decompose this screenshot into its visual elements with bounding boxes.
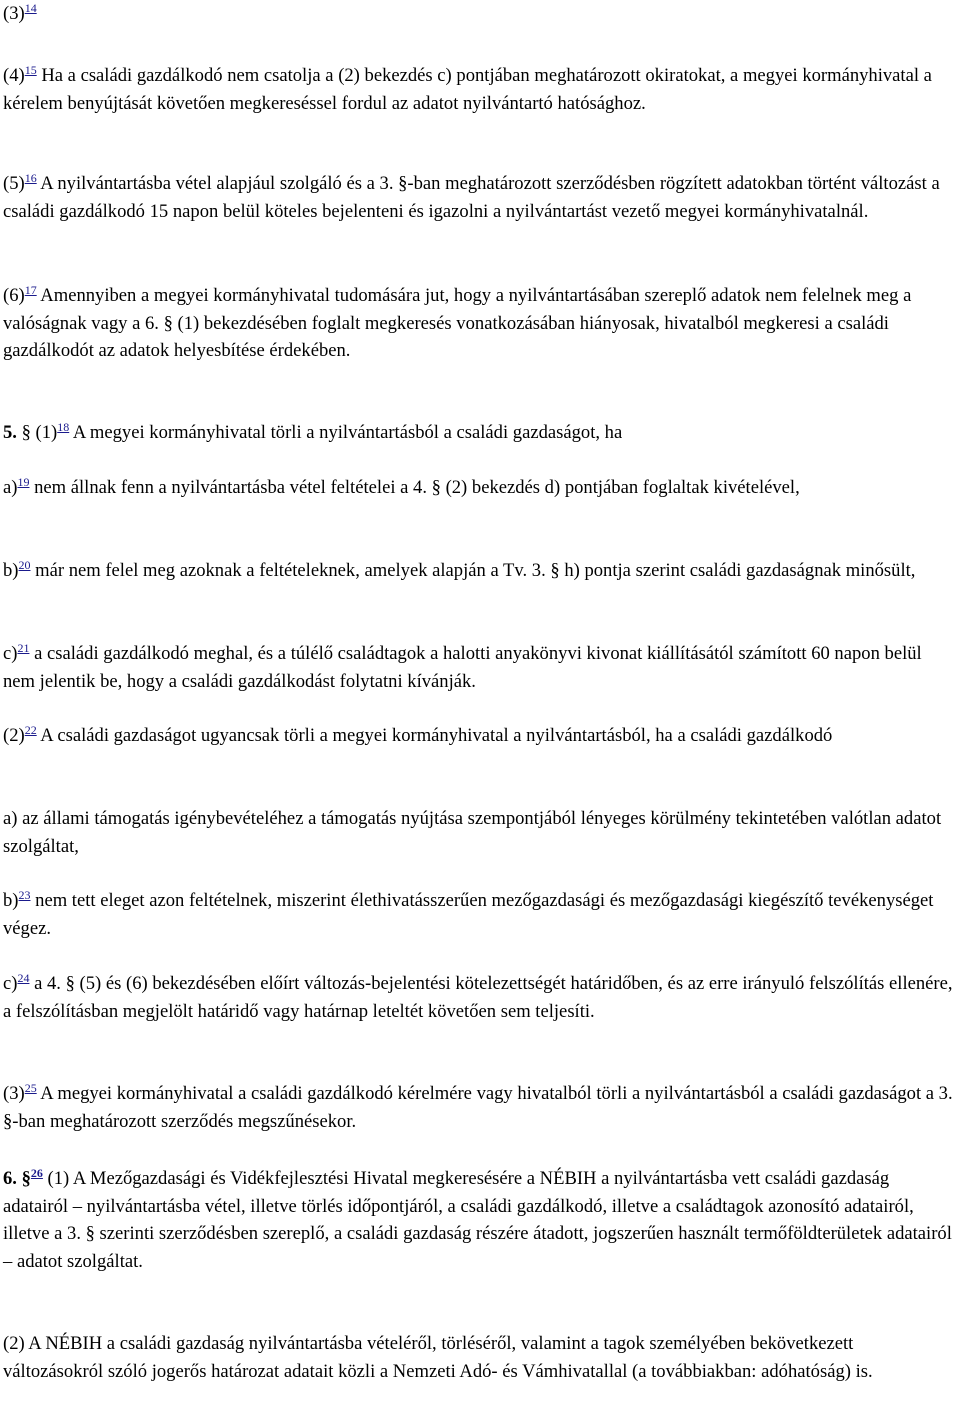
paragraph-text: A családi gazdaságot ugyancsak törli a megyei kormányhivatal a nyilvántartásból, ha a családi gazdálkodó [36, 725, 833, 746]
paragraph-text: már nem felel meg azoknak a feltételeknek, amelyek alapján a Tv. 3. § h) pontja szerint családi gazdaságnak minősült, [30, 560, 916, 581]
footnote-link[interactable]: 16 [24, 171, 37, 185]
paragraph-text: nem tett eleget azon feltételnek, miszerint élethivatásszerűen mezőgazdasági és mezőgazdasági kiegészítő tevékenységet végez. [3, 890, 934, 939]
footnote-link[interactable]: 25 [24, 1081, 37, 1095]
paragraph-text: A nyilvántartásba vétel alapjául szolgáló és a 3. §-ban meghatározott szerződésben rögzített adatokban történt változást a családi gazdálkodó 15 napon belül köteles bejelenteni és igazolni a nyilvántartást vezető megyei kormányhivatalnál. [3, 173, 940, 222]
footnote-link[interactable]: 19 [17, 475, 30, 489]
section-number: 5. [3, 422, 17, 443]
paragraph-text: nem állnak fenn a nyilvántartásba vétel feltételei a 4. § (2) bekezdés d) pontjában foglaltak kivételével, [29, 477, 800, 498]
paragraph-lead: (6) [3, 285, 25, 306]
paragraph-lead: (5) [3, 173, 25, 194]
paragraph-text: a) az állami támogatás igénybevételéhez a támogatás nyújtása szempontjából lényeges körülmény tekintetében valótlan adatot szolgáltat, [3, 808, 942, 857]
paragraph-text: A megyei kormányhivatal törli a nyilvántartásból a családi gazdaságot, ha [69, 422, 623, 443]
paragraph-lead: (3) [3, 1083, 25, 1104]
footnote-link[interactable]: 21 [17, 641, 30, 655]
footnote-link[interactable]: 22 [24, 723, 37, 737]
paragraph-lead: § [16, 1168, 31, 1189]
paragraph-text: Ha a családi gazdálkodó nem csatolja a (2) bekezdés c) pontjában meghatározott okiratokat, a megyei kormányhivatal a kérelem benyújtását követően megkereséssel fordul az adatot nyilvántartó hatósághoz. [3, 65, 932, 114]
paragraph-text: (2) A NÉBIH a családi gazdaság nyilvántartásba vételéről, törléséről, valamint a tagok személyében bekövetkezett változásokról szóló jogerős határozat adatait közli a Nemzeti Adó- és Vámhivatallal (a továbbiakban: adóhatóság) is. [3, 1333, 873, 1382]
footnote-link[interactable]: 15 [24, 63, 37, 77]
paragraph-4 [3, 62, 957, 117]
paragraph-text: Amennyiben a megyei kormányhivatal tudomására jut, hogy a nyilvántartásában szereplő adatok nem felelnek meg a valóságnak vagy a 6. § (1) bekezdésében foglalt megkeresés vonatkozásában hiányosak, hivatalból megkeresi a családi gazdálkodót az adatok helyesbítése érdekében. [3, 285, 912, 361]
section-5-paragraph-3 [3, 1080, 957, 1135]
paragraph-6 [3, 282, 957, 365]
footnote-link[interactable]: 23 [18, 888, 31, 902]
paragraph-lead: (3) [3, 3, 25, 24]
footnote-link[interactable]: 26 [30, 1166, 43, 1180]
paragraph-text: a családi gazdálkodó meghal, és a túlélő családtagok a halotti anyakönyvi kivonat kiállításától számított 60 napon belül nem jelentik be, hogy a családi gazdálkodást folytatni kívánják. [3, 643, 922, 692]
paragraph-lead: (4) [3, 65, 25, 86]
section-6-paragraph-2 [3, 1330, 957, 1385]
section-5-point-a [3, 474, 957, 502]
paragraph-lead: b) [3, 890, 19, 911]
paragraph-lead: c) [3, 643, 18, 664]
section-5-paragraph-2-point-a [3, 805, 957, 860]
footnote-link[interactable]: 18 [57, 420, 70, 434]
section-5-paragraph-2-point-c [3, 970, 957, 1025]
footnote-link[interactable]: 14 [24, 1, 37, 15]
paragraph-3 [3, 0, 957, 28]
paragraph-lead: (2) [3, 725, 25, 746]
paragraph-lead: c) [3, 973, 18, 994]
paragraph-text: (1) A Mezőgazdasági és Vidékfejlesztési Hivatal megkeresésére a NÉBIH a nyilvántartásba vett családi gazdaság adatairól – nyilvántartásba vétel, illetve törlés időpontjáról, a családi gazdálkodó, illetve a családtagok azonosító adatairól, illetve a 3. § szerinti szerződésben szereplő, a családi gazdaság részére átadott, jogszerűen használt termőföldterületek adatairól – adatot szolgáltat. [3, 1168, 952, 1272]
paragraph-text: A megyei kormányhivatal a családi gazdálkodó kérelmére vagy hivatalból törli a nyilvántartásból a családi gazdaságot a 3. §-ban meghatározott szerződés megszűnésekor. [3, 1083, 953, 1132]
section-5-paragraph-2-point-b [3, 887, 957, 942]
section-5-point-b [3, 557, 957, 585]
paragraph-text: a 4. § (5) és (6) bekezdésében előírt változás-bejelentési kötelezettségét határidőben, és az erre irányuló felszólítás ellenére, a felszólításban megjelölt határidő vagy határnap leteltét követően sem teljesíti. [3, 973, 953, 1022]
section-number: 6. [3, 1168, 17, 1189]
footnote-link[interactable]: 17 [24, 283, 37, 297]
section-6-paragraph-1 [3, 1165, 957, 1275]
paragraph-lead: § (1) [16, 422, 58, 443]
paragraph-lead: b) [3, 560, 19, 581]
paragraph-lead: a) [3, 477, 18, 498]
section-5-paragraph-2 [3, 722, 957, 750]
section-5-paragraph-1 [3, 419, 957, 447]
section-5-point-c [3, 640, 957, 695]
footnote-link[interactable]: 20 [18, 558, 31, 572]
paragraph-5 [3, 170, 957, 225]
footnote-link[interactable]: 24 [17, 971, 30, 985]
